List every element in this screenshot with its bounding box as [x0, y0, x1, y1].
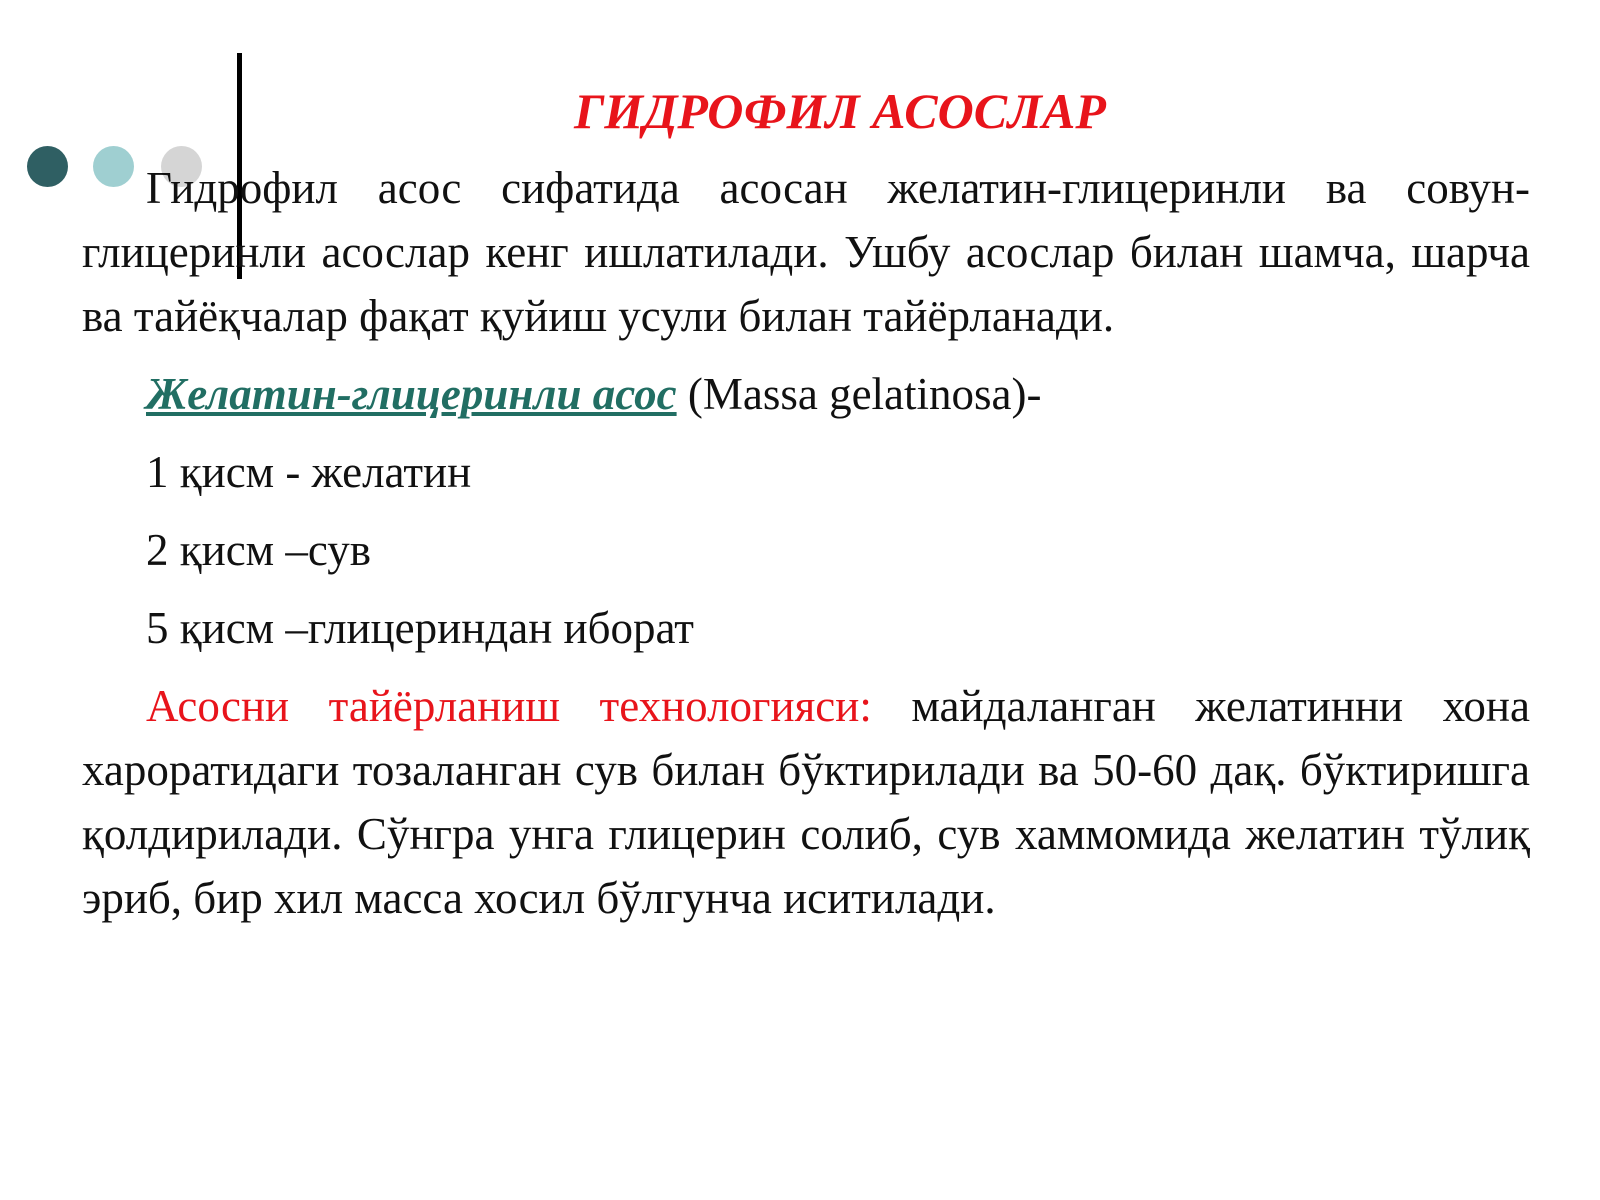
- recipe-item: 1 қисм - желатин: [146, 447, 472, 497]
- intro-paragraph: Гидрофил асос сифатида асосан желатин-глицеринли ва совун-глицеринли асослар кенг ишлатилади. Ушбу асослар билан шамча, шарча ва тайёқчалар фақат қуйиш усули билан тайёрланади.: [82, 163, 1530, 341]
- technology-paragraph: [82, 674, 1530, 930]
- technology-text: майдаланган желатинни хона хароратидаги тозаланган сув билан бўктирилади ва 50-60 дақ. бўктиришга қолдирилади. Сўнгра унга глицерин солиб, сув хаммомида желатин тўлиқ эриб, бир хил масса хосил бўлгунча иситилади.: [82, 681, 1530, 923]
- gelatin-base-line: [82, 362, 1530, 426]
- gelatin-base-heading: Желатин-глицеринли асос: [146, 369, 677, 419]
- recipe-item: 2 қисм –сув: [146, 525, 372, 575]
- recipe-item: 5 қисм –глицериндан иборат: [146, 603, 694, 653]
- technology-heading: Асосни тайёрланиш технологияси:: [146, 681, 872, 731]
- slide-content: [82, 156, 1530, 930]
- gelatin-base-latin-name: (Massa gelatinosa)-: [676, 369, 1042, 419]
- decorative-dot-dark: [27, 146, 68, 187]
- slide-title: ГИДРОФИЛ АСОСЛАР: [574, 83, 1106, 139]
